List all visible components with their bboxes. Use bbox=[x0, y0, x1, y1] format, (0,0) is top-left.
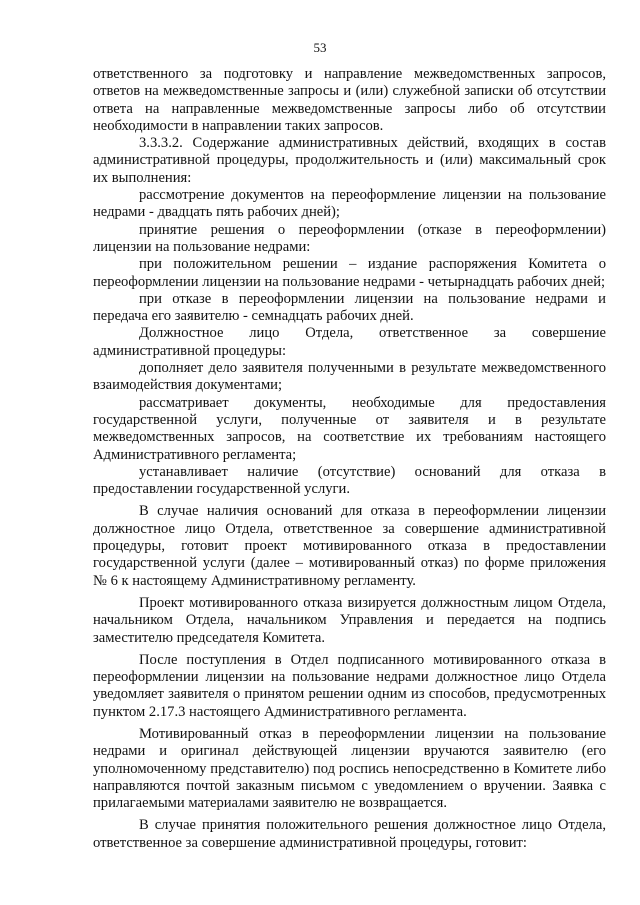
paragraph: Проект мотивированного отказа визируется должностным лицом Отдела, начальником Отдела, начальником Управления и передается на подпись заместителю председателя Комитета. bbox=[93, 594, 606, 646]
paragraph: при отказе в переоформлении лицензии на пользование недрами и передача его заявителю - семнадцать рабочих дней. bbox=[93, 290, 606, 325]
paragraph: После поступления в Отдел подписанного мотивированного отказа в переоформлении лицензии на пользование недрами должностное лицо Отдела уведомляет заявителя о принятом решении одним из способов, предусмотренных пунктом 2.17.3 настоящего Административного регламента. bbox=[93, 651, 606, 720]
page-number: 53 bbox=[313, 40, 327, 55]
paragraph: при положительном решении – издание распоряжения Комитета о переоформлении лицензии на пользование недрами - четырнадцать рабочих дней; bbox=[93, 256, 606, 290]
paragraph: 3.3.3.2. Содержание административных действий, входящих в состав административной процедуры, продолжительность и (или) максимальный срок их выполнения: bbox=[93, 135, 606, 186]
paragraph: дополняет дело заявителя полученными в результате межведомственного взаимодействия документами; bbox=[93, 360, 606, 394]
paragraph: рассматривает документы, необходимые для предоставления государственной услуги, полученные от заявителя и в результате межведомственных запросов, на соответствие их требованиям настоящего Административного регламента; bbox=[93, 394, 606, 463]
paragraph: принятие решения о переоформлении (отказе в переоформлении) лицензии на пользование недрами: bbox=[93, 221, 606, 255]
paragraph: Мотивированный отказ в переоформлении лицензии на пользование недрами и оригинал действующей лицензии вручаются заявителю (его уполномоченному представителю) под роспись непосредственно в Комитете либо направляются почтой заказным письмом с уведомлением о вручении. Заявка с прилагаемыми материалами заявителю не возвращается. bbox=[93, 725, 606, 812]
paragraph: В случае наличия оснований для отказа в переоформлении лицензии должностное лицо Отдела, ответственное за совершение административной процедуры, готовит проект мотивированного отказа в предоставлении государственной услуги (далее – мотивированный отказ) по форме приложения № 6 к настоящему Административному регламенту. bbox=[93, 503, 606, 589]
paragraph: В случае принятия положительного решения должностное лицо Отдела, ответственное за совершение административной процедуры, готовит: bbox=[93, 817, 606, 851]
paragraph: Должностное лицо Отдела, ответственное за совершение административной процедуры: bbox=[93, 325, 606, 359]
paragraph: устанавливает наличие (отсутствие) оснований для отказа в предоставлении государственной услуги. bbox=[93, 463, 606, 498]
paragraph: рассмотрение документов на переоформление лицензии на пользование недрами - двадцать пять рабочих дней); bbox=[93, 187, 606, 221]
paragraph: ответственного за подготовку и направление межведомственных запросов, ответов на межведомственные запросы и (или) служебной записки об отсутствии ответа на направленные межведомственные запросы либо об отсутствии необходимости в направлении таких запросов. bbox=[93, 66, 606, 134]
document-body bbox=[93, 66, 606, 852]
